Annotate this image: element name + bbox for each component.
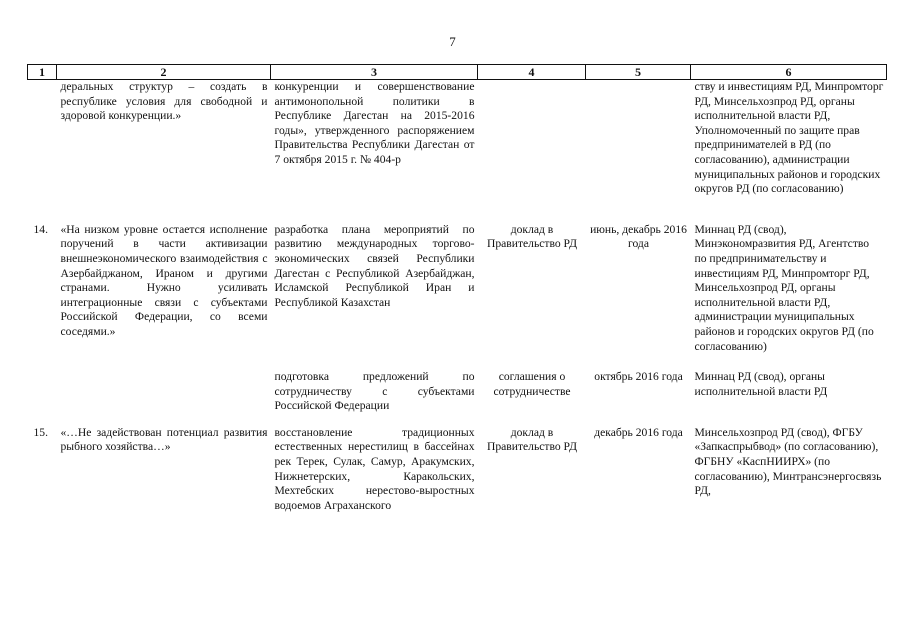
measure-cell: разработка плана мероприятий по развитию международных торгово-экономических связей Республики Дагестан с Республикой Азербайджан, Исламской Республикой Иран и Республикой Казахстан (274, 222, 475, 309)
result-cell: доклад в Правительство РД (486, 222, 578, 251)
problem-cell (57, 370, 271, 414)
executors-cell: ству и инвестициям РД, Минпромторг РД, Минсельхозпрод РД, органы исполнительной власти РД, Уполномоченный по защите прав предпринимателей в РД (по согласованию), администрации муниципальных районов и городских округов РД (по согласованию) (694, 80, 884, 196)
problem-cell: «…Не задействован потенциал развития рыбного хозяйства…» (60, 425, 268, 454)
row-spacer (28, 354, 887, 370)
term-cell: декабрь 2016 года (594, 425, 683, 439)
row-number (28, 370, 57, 414)
action-plan-table (27, 64, 887, 513)
executors-cell: Минсельхозпрод РД (свод), ФГБУ «Запкаспрыбвод» (по согласованию), ФГБНУ «КаспНИИРХ» (по согласованию), Минтрансэнергосвязь РД, (694, 425, 882, 498)
column-header-2: 2 (57, 65, 271, 80)
row-number: 15. (33, 425, 48, 439)
executors-cell: Миннац РД (свод), Минэкономразвития РД, Агентство по предпринимательству и инвестициям РД, Минпромторг РД, Минсельхозпрод РД, органы исполнительной власти РД, администрации муниципальных районов и городских округов РД (по согласованию) (694, 222, 874, 353)
result-cell: доклад в Правительство РД (486, 425, 578, 454)
row-number (28, 80, 57, 197)
problem-cell: «На низком уровне остается исполнение поручений в части активизации внешнеэкономического взаимодействия с Азербайджаном, Ираном и другими странами. Нужно усиливать интеграционные связи с субъектами Российской Федерации, со всеми соседями.» (60, 222, 268, 338)
result-cell (478, 80, 586, 197)
term-cell (586, 80, 691, 197)
table-row (28, 223, 887, 354)
row-number: 14. (33, 222, 48, 236)
page-number: 7 (449, 34, 456, 49)
measure-cell: конкуренции и совершенствование антимонопольной политики в Республике Дагестан на 2015-2016 годы», утвержденного распоряжением Правительства Республики Дагестан от 7 октября 2015 г. № 404-р (274, 80, 475, 166)
term-cell: июнь, декабрь 2016 года (590, 222, 687, 251)
header-row (28, 65, 887, 80)
executors-cell: Миннац РД (свод), органы исполнительной власти РД (694, 370, 828, 398)
measure-cell: подготовка предложений по сотрудничеству с субъектами Российской Федерации (274, 370, 475, 413)
table-row (28, 80, 887, 197)
row-spacer (28, 197, 887, 223)
result-cell: соглашения о сотрудничестве (493, 370, 571, 398)
column-header-6: 6 (691, 65, 887, 80)
problem-cell: деральных структур – создать в республике условия для свободной и здоровой конкуренции.» (60, 80, 268, 123)
column-header-5: 5 (586, 65, 691, 80)
measure-cell: восстановление традиционных естественных нерестилищ в бассейнах рек Терек, Сулак, Самур, Аракумских, Нижнетерских, Каракольских, Мехтебских нерестово-выростных водоемов Аграханского (274, 425, 475, 512)
table-row (28, 370, 887, 414)
table-row (28, 426, 887, 514)
column-header-4: 4 (478, 65, 586, 80)
column-header-1: 1 (28, 65, 57, 80)
column-header-3: 3 (271, 65, 478, 80)
term-cell: октябрь 2016 года (594, 370, 683, 384)
row-spacer (28, 414, 887, 426)
